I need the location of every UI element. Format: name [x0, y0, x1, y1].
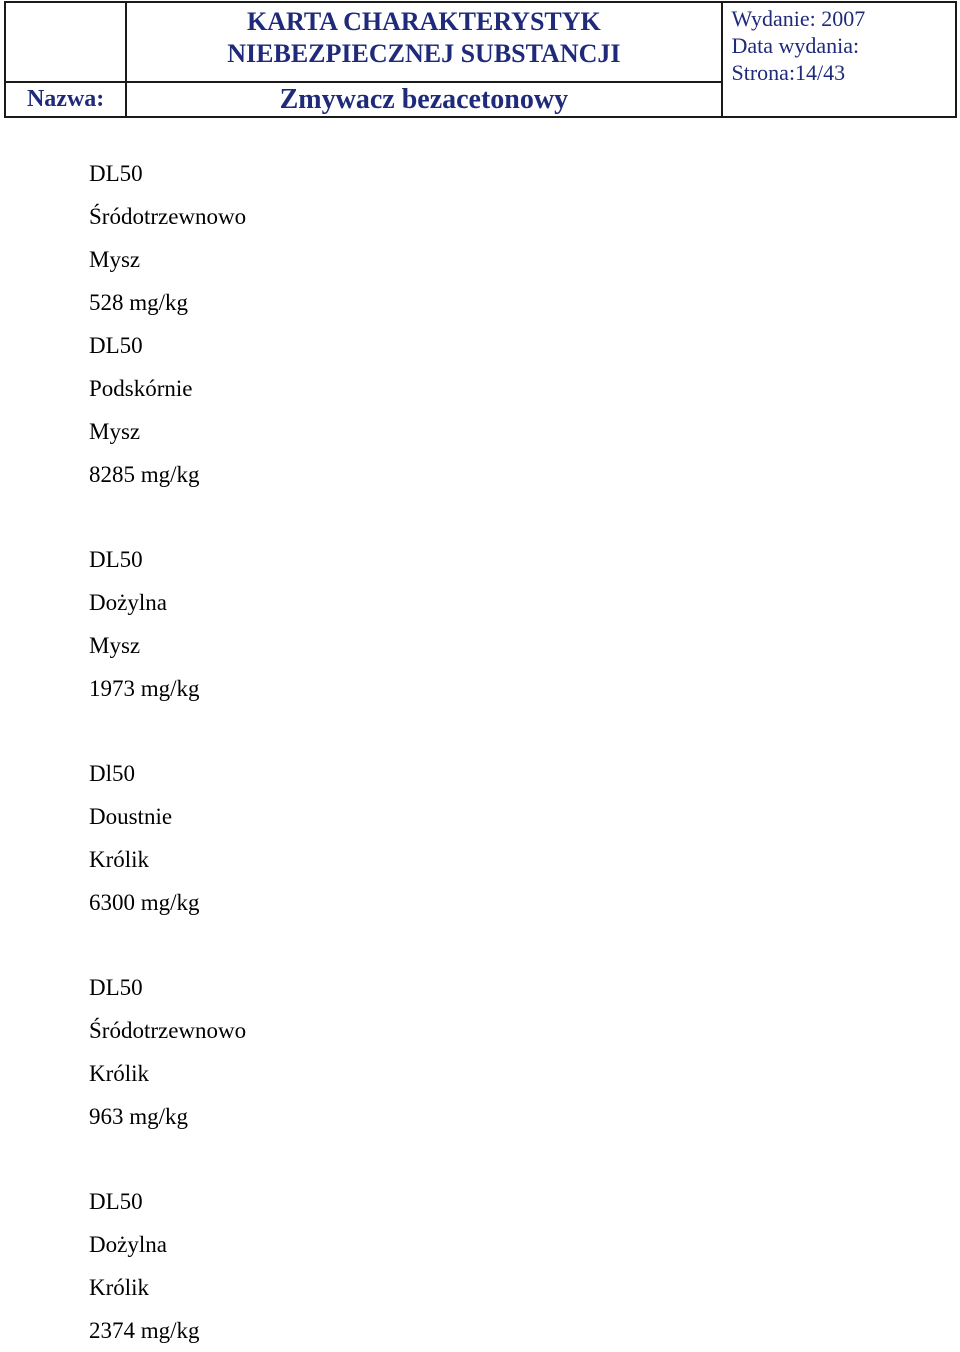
entry-spacer — [89, 924, 246, 966]
entry-measure: DL50 — [89, 333, 143, 358]
entry-species: Mysz — [89, 633, 141, 658]
entry-species: Królik — [89, 1275, 150, 1300]
entry-value: 1973 mg/kg — [89, 676, 200, 701]
entry-species: Królik — [89, 1061, 150, 1086]
entry-route: Podskórnie — [89, 376, 193, 401]
page-number: Strona:14/43 — [731, 60, 846, 85]
product-name: Zmywacz bezacetonowy — [126, 82, 721, 117]
document-header — [4, 1, 957, 118]
toxicity-entry — [89, 752, 246, 924]
entry-species: Królik — [89, 847, 150, 872]
entry-species: Mysz — [89, 247, 141, 272]
entry-value: 6300 mg/kg — [89, 890, 200, 915]
entry-route: Dożylna — [89, 1232, 167, 1257]
entry-value: 8285 mg/kg — [89, 462, 200, 487]
document-meta — [722, 2, 957, 117]
title-line-2: NIEBEZPIECZNEJ SUBSTANCJI — [227, 39, 621, 68]
toxicity-entry — [89, 324, 246, 496]
entry-route: Śródotrzewnowo — [89, 1018, 247, 1043]
entry-measure: DL50 — [89, 1189, 143, 1214]
issue-date-label: Data wydania: — [731, 33, 860, 58]
entry-value: 963 mg/kg — [89, 1104, 189, 1129]
toxicity-entry — [89, 966, 246, 1138]
entry-measure: DL50 — [89, 975, 143, 1000]
entry-spacer — [89, 1138, 246, 1180]
entry-value: 528 mg/kg — [89, 290, 189, 315]
entry-measure: DL50 — [89, 547, 143, 572]
entry-spacer — [89, 710, 246, 752]
entry-measure: DL50 — [89, 161, 143, 186]
toxicity-entry — [89, 152, 246, 324]
entry-spacer — [89, 496, 246, 538]
entry-route: Dożylna — [89, 590, 167, 615]
toxicity-entry — [89, 1180, 246, 1352]
title-line-1: KARTA CHARAKTERYSTYK — [246, 7, 601, 36]
entry-route: Śródotrzewnowo — [89, 204, 247, 229]
document-title — [126, 2, 721, 82]
name-label: Nazwa: — [5, 82, 126, 117]
entry-route: Doustnie — [89, 804, 173, 829]
toxicity-entry — [89, 538, 246, 710]
entry-value: 2374 mg/kg — [89, 1318, 200, 1343]
entry-measure: Dl50 — [89, 761, 135, 786]
edition-label: Wydanie: 2007 — [731, 6, 866, 31]
toxicity-data-list — [89, 152, 246, 1352]
entry-species: Mysz — [89, 419, 141, 444]
header-empty-cell — [5, 2, 126, 82]
